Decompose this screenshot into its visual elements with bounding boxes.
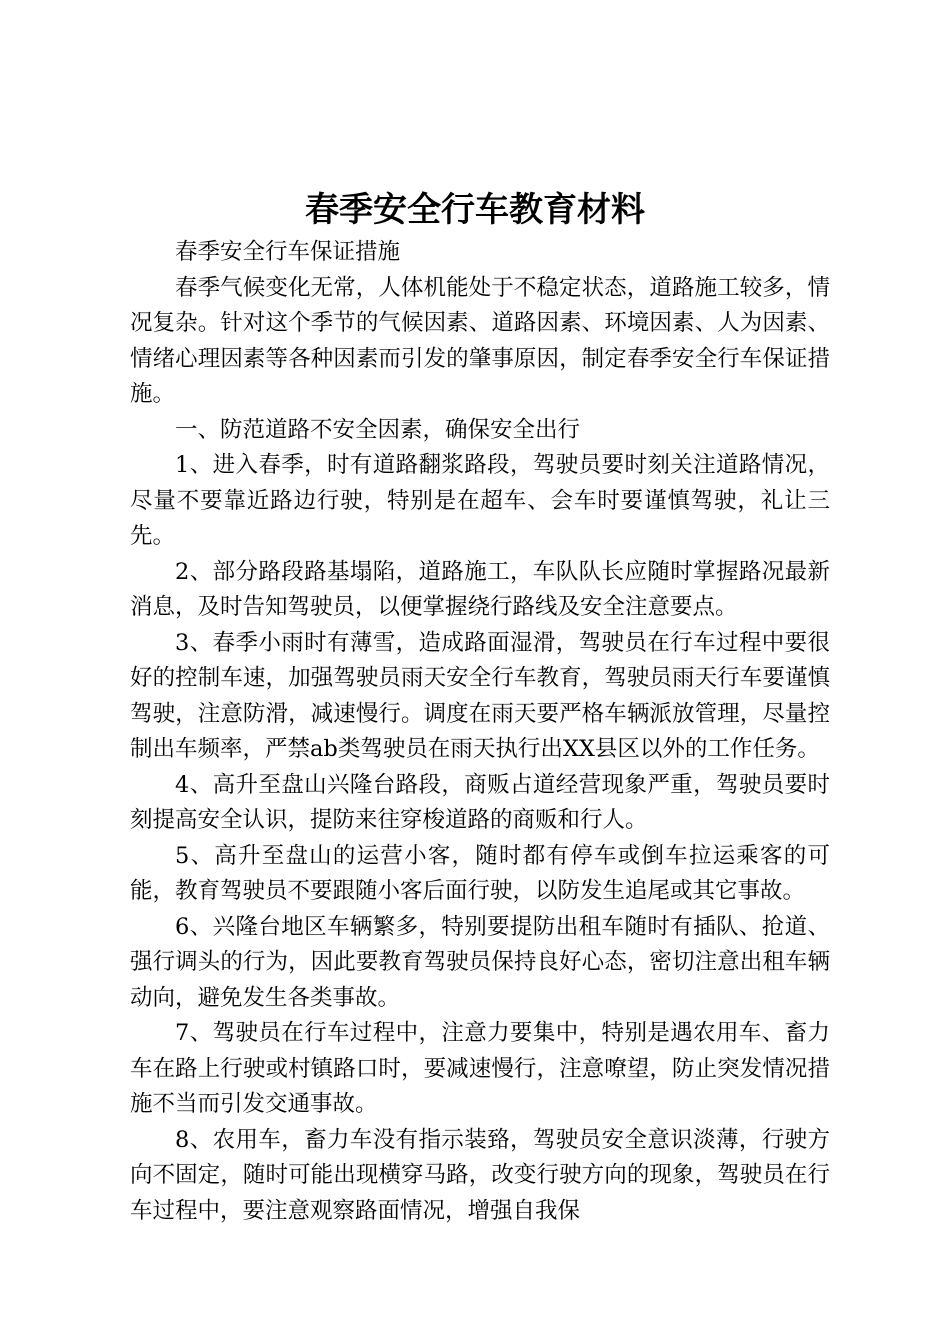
item-paragraph-6: 6、兴隆台地区车辆繁多，特别要提防出租车随时有插队、抢道、强行调头的行为，因此要教育驾驶员保持良好心态，密切注意出租车辆动向，避免发生各类事故。 — [130, 913, 830, 1011]
item-paragraph-7: 7、驾驶员在行车过程中，注意力要集中，特别是遇农用车、畜力车在路上行驶或村镇路口时，要减速慢行，注意嘹望，防止突发情况措施不当而引发交通事故。 — [130, 1020, 830, 1117]
item-paragraph-8: 8、农用车，畜力车没有指示装臵，驾驶员安全意识淡薄，行驶方向不固定，随时可能出现横穿马路，改变行驶方向的现象，驾驶员在行车过程中，要注意观察路面情况，增强自我保 — [130, 1126, 830, 1224]
item-paragraph-2: 2、部分路段路基塌陷，道路施工，车队队长应随时掌握路况最新消息，及时告知驾驶员，以便掌握绕行路线及安全注意要点。 — [130, 558, 830, 620]
document-title: 春季安全行车教育材料 — [305, 190, 645, 230]
item-paragraph-1: 1、进入春季，时有道路翻浆路段，驾驶员要时刻关注道路情况，尽量不要靠近路边行驶，特别是在超车、会车时要谨慎驾驶，礼让三先。 — [130, 452, 830, 549]
item-paragraph-3: 3、春季小雨时有薄雪，造成路面湿滑，驾驶员在行车过程中要很好的控制车速，加强驾驶员雨天安全行车教育，驾驶员雨天行车要谨慎驾驶，注意防滑，减速慢行。调度在雨天要严格车辆派放管理，尽量控制出车频率，严禁ab类驾驶员在雨天执行出XX县区以外的工作任务。 — [130, 629, 830, 762]
document-body — [130, 235, 830, 1229]
subsection-heading: 一、防范道路不安全因素，确保安全出行 — [175, 416, 581, 443]
intro-paragraph: 春季气候变化无常，人体机能处于不稳定状态，道路施工较多，情况复杂。针对这个季节的气候因素、道路因素、环境因素、人为因素、情绪心理因素等各种因素而引发的肇事原因，制定春季安全行车保证措施。 — [130, 274, 830, 407]
item-paragraph-5: 5、高升至盘山的运营小客，随时都有停车或倒车拉运乘客的可能，教育驾驶员不要跟随小客后面行驶，以防发生追尾或其它事故。 — [130, 842, 830, 904]
section-heading: 春季安全行车保证措施 — [175, 239, 401, 265]
item-paragraph-4: 4、高升至盘山兴隆台路段，商贩占道经营现象严重，驾驶员要时刻提高安全认识，提防来往穿梭道路的商贩和行人。 — [130, 771, 830, 833]
